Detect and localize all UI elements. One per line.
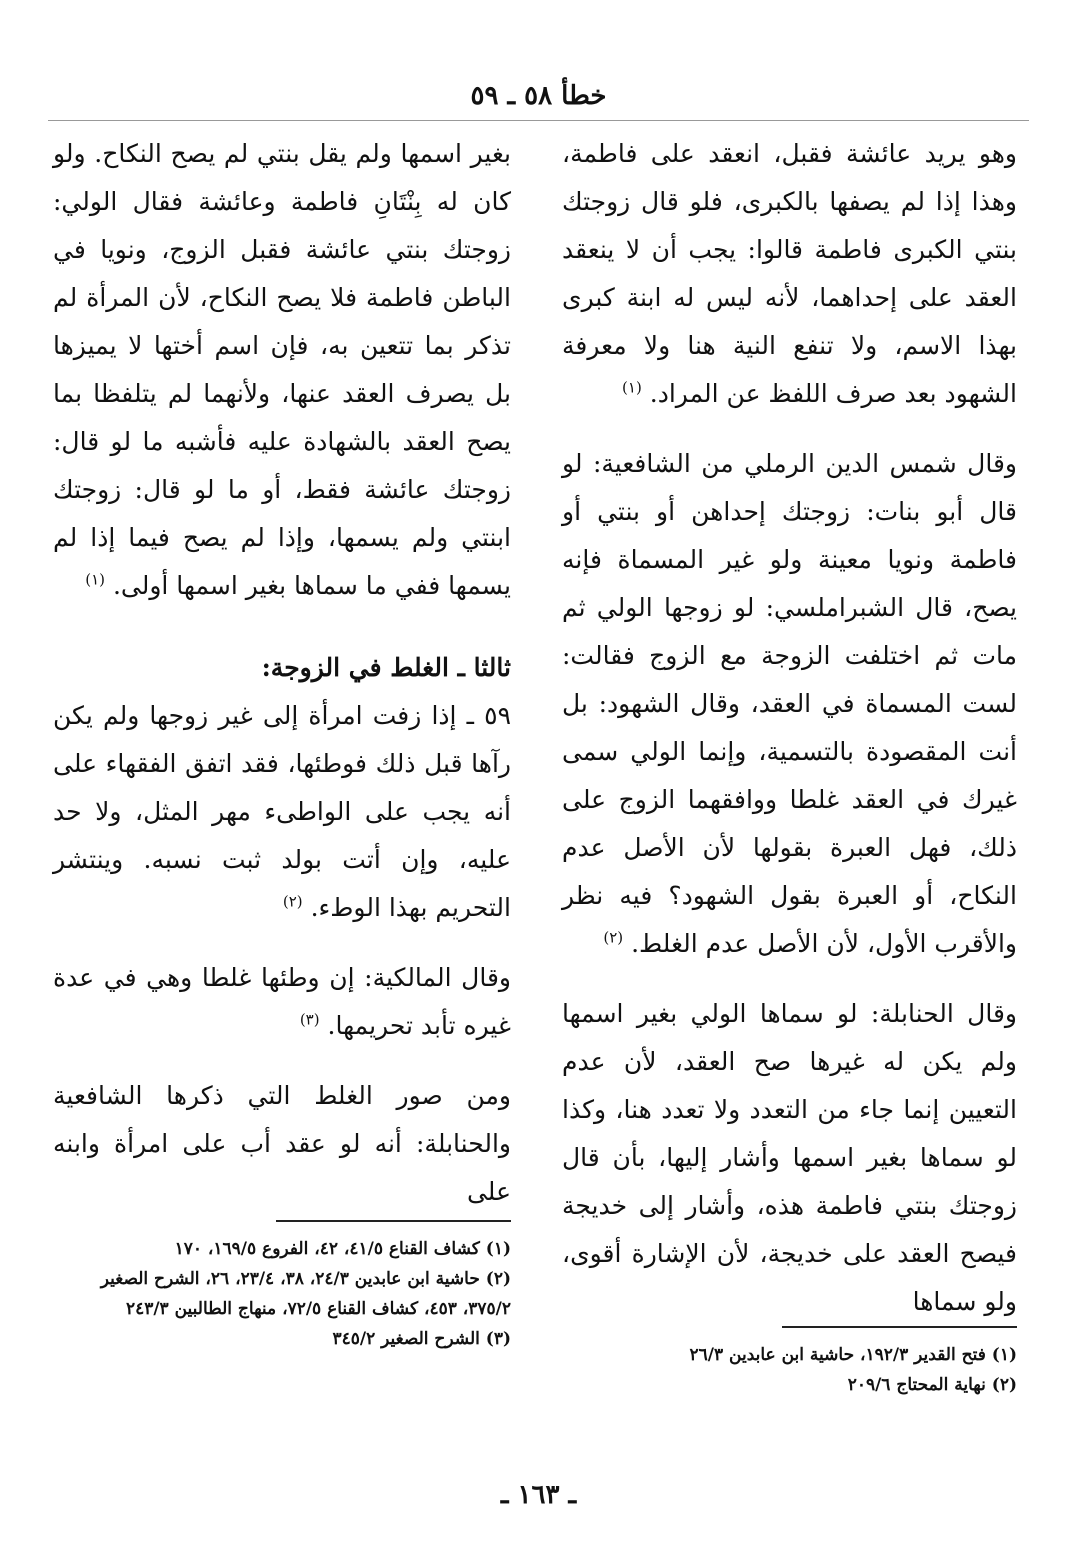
footnote-rule [782,1326,1017,1328]
running-header: خطأ ٥٨ ـ ٥٩ [470,81,607,111]
paragraph: بغير اسمها ولم يقل بنتي لم يصح النكاح. ولو كان له بِنْتَانِ فاطمة وعائشة فقال الولي: زوجتك بنتي عائشة فقبل الزوج، ونويا في الباطن فاطمة فلا يصح النكاح، لأن المرأة لم تذكر بما تتعين به، فإن اسم أختها لا يميزها بل يصرف العقد عنها، ولأنهما لم يتلفظا بما يصح العقد بالشهادة عليه فأشبه ما لو قال: زوجتك عائشة فقط، أو ما لو قال: زوجتك ابنتي ولم يسمها، وإذا لم يصح فيما إذا لم يسمها ففي ما سماها بغير اسمها أولى. $^{(١)}$ [53,139,511,600]
section-heading: ثالثا ـ الغلط في الزوجة: [261,653,511,682]
footnote: (١) كشاف القناع ٤١/٥، ٤٢، الفروع ١٦٩/٥، ١٧٠ [174,1239,511,1259]
footnotes-right [562,1326,1017,1400]
footnote: (٢) نهاية المحتاج ٢٠٩/٦ [847,1375,1017,1395]
footnote-ref[interactable]: (١) [622,378,642,397]
footnotes-left [53,1220,511,1354]
footnote-ref[interactable]: (٣) [299,1010,320,1029]
paragraph: وقال شمس الدين الرملي من الشافعية: لو قال أبو بنات: زوجتك إحداهن أو بنتي أو فاطمة ونويا معينة ولو غير المسماة فإنه يصح، قال الشبراملسي: لو زوجها الولي ثم مات ثم اختلفت الزوجة مع الزوج فقالت: لست المسماة في العقد، وقال الشهود: بل أنت المقصودة بالتسمية، وإنما الولي سمى غيرك في العقد غلطا ووافقهما الزوج على ذلك، فهل العبرة بقولها لأن الأصل عدم النكاح، أو العبرة بقول الشهود؟ فيه نظر والأقرب الأول، لأن الأصل عدم الغلط. $^{(٢)}$ [562,449,1017,958]
footnote: (٢) حاشية ابن عابدين ٢٤/٣، ٣٨، ٢٣/٤، ٢٦، الشرح الصغير ٣٧٥/٢، ٤٥٣، كشاف القناع ٧٢/٥، منهاج الطالبين ٢٤٣/٣ [100,1269,511,1319]
paragraph: ٥٩ ـ إذا زفت امرأة إلى غير زوجها ولم يكن رآها قبل ذلك فوطئها، فقد اتفق الفقهاء على أنه يجب على الواطىء مهر المثل، ولا حد عليه، وإن أتت بولد ثبت نسبه. وينتشر التحريم بهذا الوطء. $^{(٢)}$ [53,701,511,922]
header-rule [48,120,1029,121]
page-number: ـ ١٦٣ ـ [500,1480,577,1510]
footnote-rule [276,1220,511,1222]
paragraph: وقال المالكية: إن وطئها غلطا وهي في عدة غيره تأبد تحريمها. $^{(٣)}$ [53,963,511,1040]
footnote-ref[interactable]: (١) [85,570,105,589]
footnote-ref[interactable]: (٢) [603,928,624,947]
left-column [53,130,511,1216]
paragraph: وقال الحنابلة: لو سماها الولي بغير اسمها ولم يكن له غيرها صح العقد، لأن عدم التعيين إنما جاء من التعدد ولا تعدد هنا، وكذا لو سماها بغير اسمها وأشار إليها، بأن قال زوجتك بنتي فاطمة هذه، وأشار إلى خديجة فيصح العقد على خديجة، لأن الإشارة أقوى، ولو سماها [562,999,1017,1316]
right-column [562,130,1017,1326]
footnote: (١) فتح القدير ١٩٢/٣، حاشية ابن عابدين ٢٦/٣ [689,1345,1017,1365]
footnote-ref[interactable]: (٢) [282,892,303,911]
footnote: (٣) الشرح الصغير ٣٤٥/٢ [332,1329,511,1349]
paragraph: ومن صور الغلط التي ذكرها الشافعية والحنابلة: أنه لو عقد أب على امرأة وابنه على [53,1081,511,1206]
paragraph: وهو يريد عائشة فقبل، انعقد على فاطمة، وهذا إذا لم يصفها بالكبرى، فلو قال زوجتك بنتي الكبرى فاطمة قالوا: يجب أن لا ينعقد العقد على إحداهما، لأنه ليس له ابنة كبرى بهذا الاسم، ولا تنفع النية هنا ولا معرفة الشهود بعد صرف اللفظ عن المراد. $^{(١)}$ [562,139,1017,408]
